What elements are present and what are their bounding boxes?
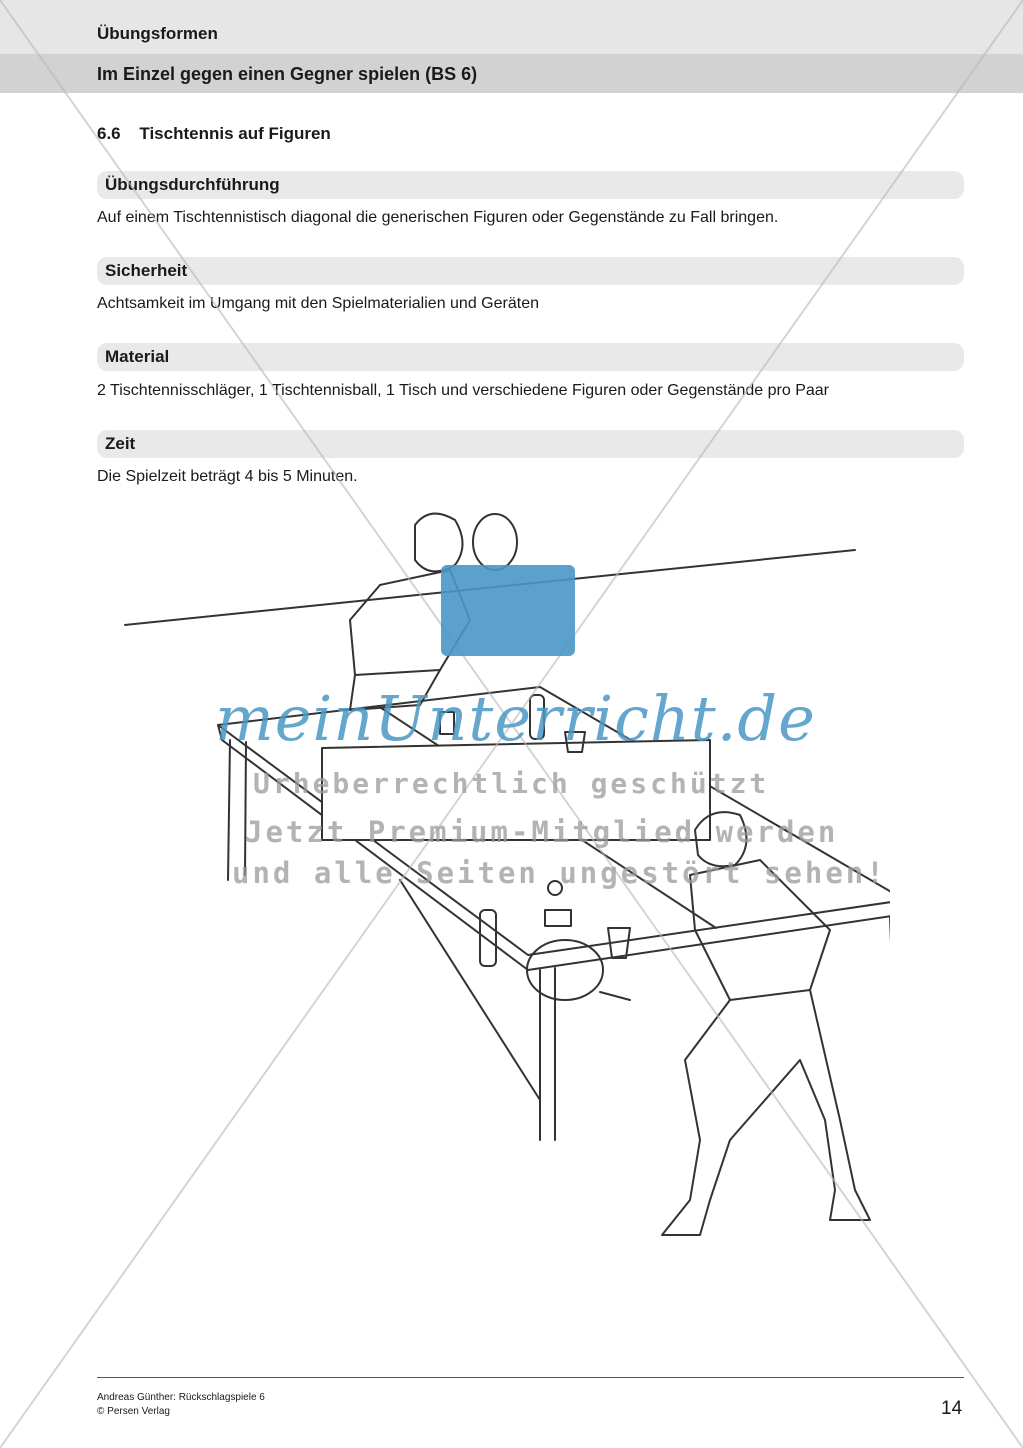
leg-back-left (228, 740, 230, 880)
footer-divider (97, 1377, 964, 1378)
label-execution: Übungsdurchführung (105, 175, 280, 194)
watermark-logo-icon (441, 565, 575, 656)
footer-publisher: © Persen Verlag (97, 1406, 170, 1417)
page-number: 14 (941, 1398, 963, 1419)
player-back-head (415, 514, 463, 572)
text-time: Die Spielzeit beträgt 4 bis 5 Minuten. (97, 468, 358, 485)
watermark-line-1: Urheberrechtlich geschützt (253, 767, 770, 800)
section-name: Tischtennis auf Figuren (139, 124, 331, 143)
watermark-line-2: Jetzt Premium-Mitglied werden (245, 815, 839, 849)
watermark-brand: meinUnterricht.de (215, 682, 816, 755)
section-title (97, 124, 331, 144)
player-front-legs (662, 990, 870, 1235)
page-subtitle: Im Einzel gegen einen Gegner spielen (BS 6) (97, 64, 478, 84)
label-box-execution (97, 171, 964, 199)
text-material: 2 Tischtennisschläger, 1 Tischtennisball, 1 Tisch und verschiedene Figuren oder Gegenstände pro Paar (97, 382, 829, 399)
paddle-back (473, 514, 517, 570)
text-execution: Auf einem Tischtennistisch diagonal die generischen Figuren oder Gegenstände zu Fall bringen. (97, 209, 779, 226)
text-safety: Achtsamkeit im Umgang mit den Spielmaterialien und Geräten (97, 295, 539, 312)
footer-author: Andreas Günther: Rückschlagspiele 6 (97, 1392, 265, 1403)
label-box-safety (97, 257, 964, 285)
label-time: Zeit (105, 434, 136, 453)
block-front (545, 910, 571, 926)
paddle-front-handle (600, 992, 630, 1000)
label-material: Material (105, 347, 170, 366)
label-safety: Sicherheit (105, 261, 188, 280)
chapter-title: Übungsformen (97, 24, 218, 43)
label-box-material (97, 343, 964, 371)
label-box-time (97, 430, 964, 458)
section-number: 6.6 (97, 124, 121, 143)
watermark-line-3: und alle Seiten ungestört sehen! (232, 856, 887, 890)
bottle-front (480, 910, 496, 966)
